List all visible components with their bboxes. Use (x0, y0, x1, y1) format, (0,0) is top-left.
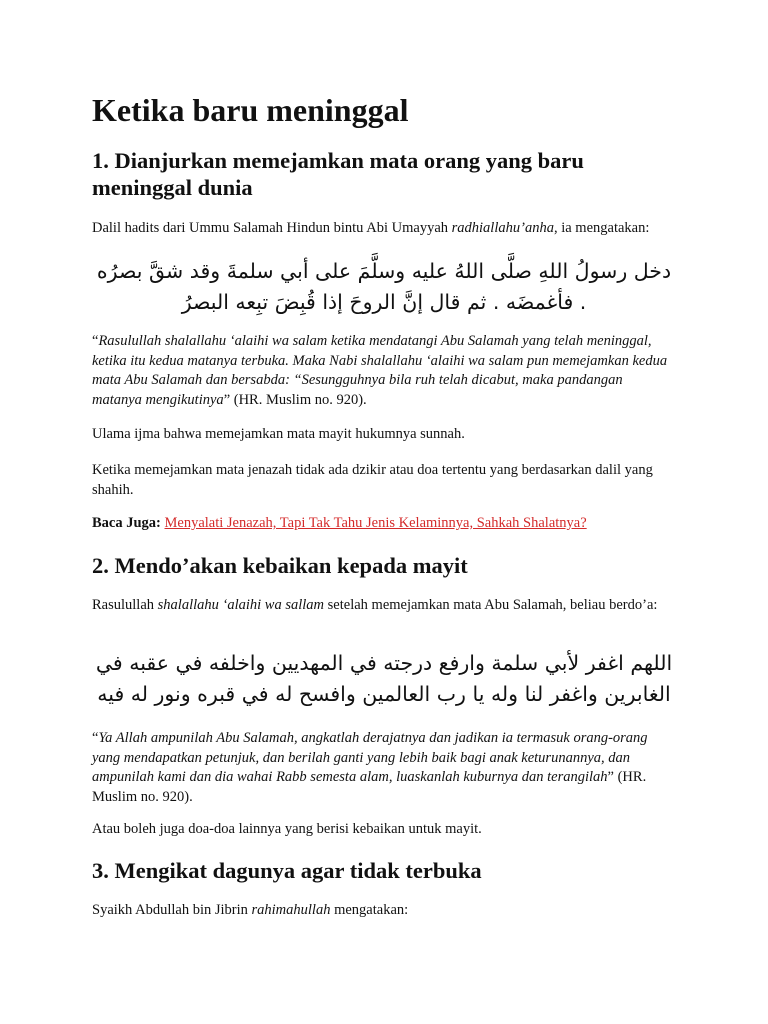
arabic-hadith-1: دخل رسولُ اللهِ صلَّى اللهُ عليه وسلَّمَ على أبي سلمةَ وقد شقَّ بصرُه . فأغمضَه . ثم قال إنَّ الروحَ إذا قُبِضَ تبِعه البصرُ (96, 259, 672, 314)
hadith-1-translation (92, 332, 676, 410)
intro-text: Dalil hadits dari Ummu Salamah Hindun bintu Abi Umayyah (92, 220, 452, 236)
quote-italic: Rasulullah shalallahu ‘alaihi wa salam ketika mendatangi Abu Salamah yang telah meninggal, ketika itu kedua matanya terbuka. Maka Nabi shalallahu ‘alaihi wa salam pun memejamkan kedua mata Abu Salamah dan bersabda: “Sesungguhnya bila ruh telah dicabut, maka pandangan matanya mengikutinya (92, 333, 668, 408)
section-1-heading: 1. Dianjurkan memejamkan mata orang yang baru meninggal dunia (92, 148, 584, 200)
quote-source: ” (HR. Muslim no. 920). (92, 769, 647, 805)
intro-text-end: mengatakan: (330, 902, 409, 918)
paragraph-dzikir: Ketika memejamkan mata jenazah tidak ada dzikir atau doa tertentu yang berdasarkan dalil yang shahih. (92, 462, 653, 498)
section-1-intro (92, 219, 676, 239)
quote-italic: Ya Allah ampunilah Abu Salamah, angkatlah derajatnya dan jadikan ia termasuk orang-orang yang mendapatkan petunjuk, dan berilah ganti yang lebih baik bagi anak keturunannya, dan ampunilah kami dan dia wahai Rabb semesta alam, luaskanlah kuburnya dan terangilah (92, 730, 648, 785)
intro-italic: shalallahu ‘alaihi wa sallam (157, 597, 325, 613)
section-3-intro (92, 901, 676, 921)
arabic-doa: اللهم اغفر لأبي سلمة وارفع درجته في المهديين واخلفه في عقبه في الغابرين واغفر لنا وله يا رب العالمين وافسح له في قبره ونور له فيه (95, 651, 673, 706)
quote-open: “ (92, 730, 99, 746)
baca-juga (92, 514, 676, 534)
intro-italic: radhiallahu’anha (451, 220, 554, 236)
intro-text: Syaikh Abdullah bin Jibrin (92, 902, 252, 918)
intro-text-end: setelah memejamkan mata Abu Salamah, beliau berdo’a: (324, 597, 658, 613)
paragraph-other-doa: Atau boleh juga doa-doa lainnya yang berisi kebaikan untuk mayit. (92, 821, 482, 837)
intro-text-end: , ia mengatakan: (553, 220, 650, 236)
section-2-heading: 2. Mendo’akan kebaikan kepada mayit (92, 553, 468, 578)
doa-translation (92, 729, 676, 807)
intro-text: Rasulullah (92, 597, 158, 613)
intro-italic: rahimahullah (251, 902, 331, 918)
section-2-intro (92, 596, 676, 616)
quote-source: ” (HR. Muslim no. 920). (223, 391, 367, 408)
paragraph-ijma: Ulama ijma bahwa memejamkan mata mayit hukumnya sunnah. (92, 426, 465, 442)
baca-juga-label: Baca Juga: (92, 515, 161, 531)
quote-open: “ (92, 333, 99, 349)
section-3-heading: 3. Mengikat dagunya agar tidak terbuka (92, 858, 482, 883)
page-title: Ketika baru meninggal (92, 92, 409, 128)
baca-juga-link[interactable]: Menyalati Jenazah, Tapi Tak Tahu Jenis Kelaminnya, Sahkah Shalatnya? (164, 515, 587, 531)
